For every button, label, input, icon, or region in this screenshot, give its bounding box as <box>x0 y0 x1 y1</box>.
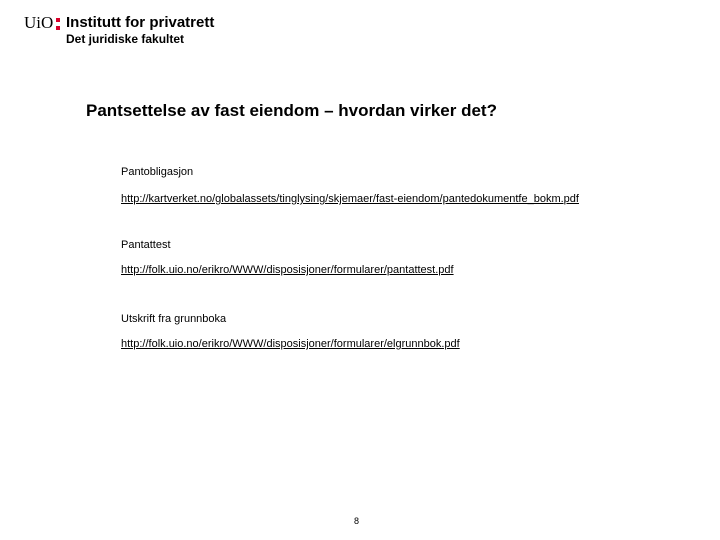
page-number: 8 <box>354 516 360 526</box>
faculty-name: Det juridiske fakultet <box>66 32 185 46</box>
link-grunnbok[interactable]: http://folk.uio.no/erikro/WWW/disposisjoner/formularer/elgrunnbok.pdf <box>121 338 460 350</box>
item-label-pantobligasjon: Pantobligasjon <box>121 166 194 178</box>
item-label-pantattest: Pantattest <box>121 239 171 251</box>
uio-logo: UiO <box>24 13 54 32</box>
slide-title: Pantsettelse av fast eiendom – hvordan virker det? <box>86 101 497 120</box>
link-pantobligasjon[interactable]: http://kartverket.no/globalassets/tinglysing/skjemaer/fast-eiendom/pantedokumentfe_bokm.pdf <box>121 193 579 205</box>
uio-logo-colon-icon <box>56 18 60 30</box>
institute-name: Institutt for privatrett <box>66 14 215 31</box>
item-label-grunnbok: Utskrift fra grunnboka <box>121 313 227 325</box>
link-pantattest[interactable]: http://folk.uio.no/erikro/WWW/disposisjoner/formularer/pantattest.pdf <box>121 264 454 276</box>
